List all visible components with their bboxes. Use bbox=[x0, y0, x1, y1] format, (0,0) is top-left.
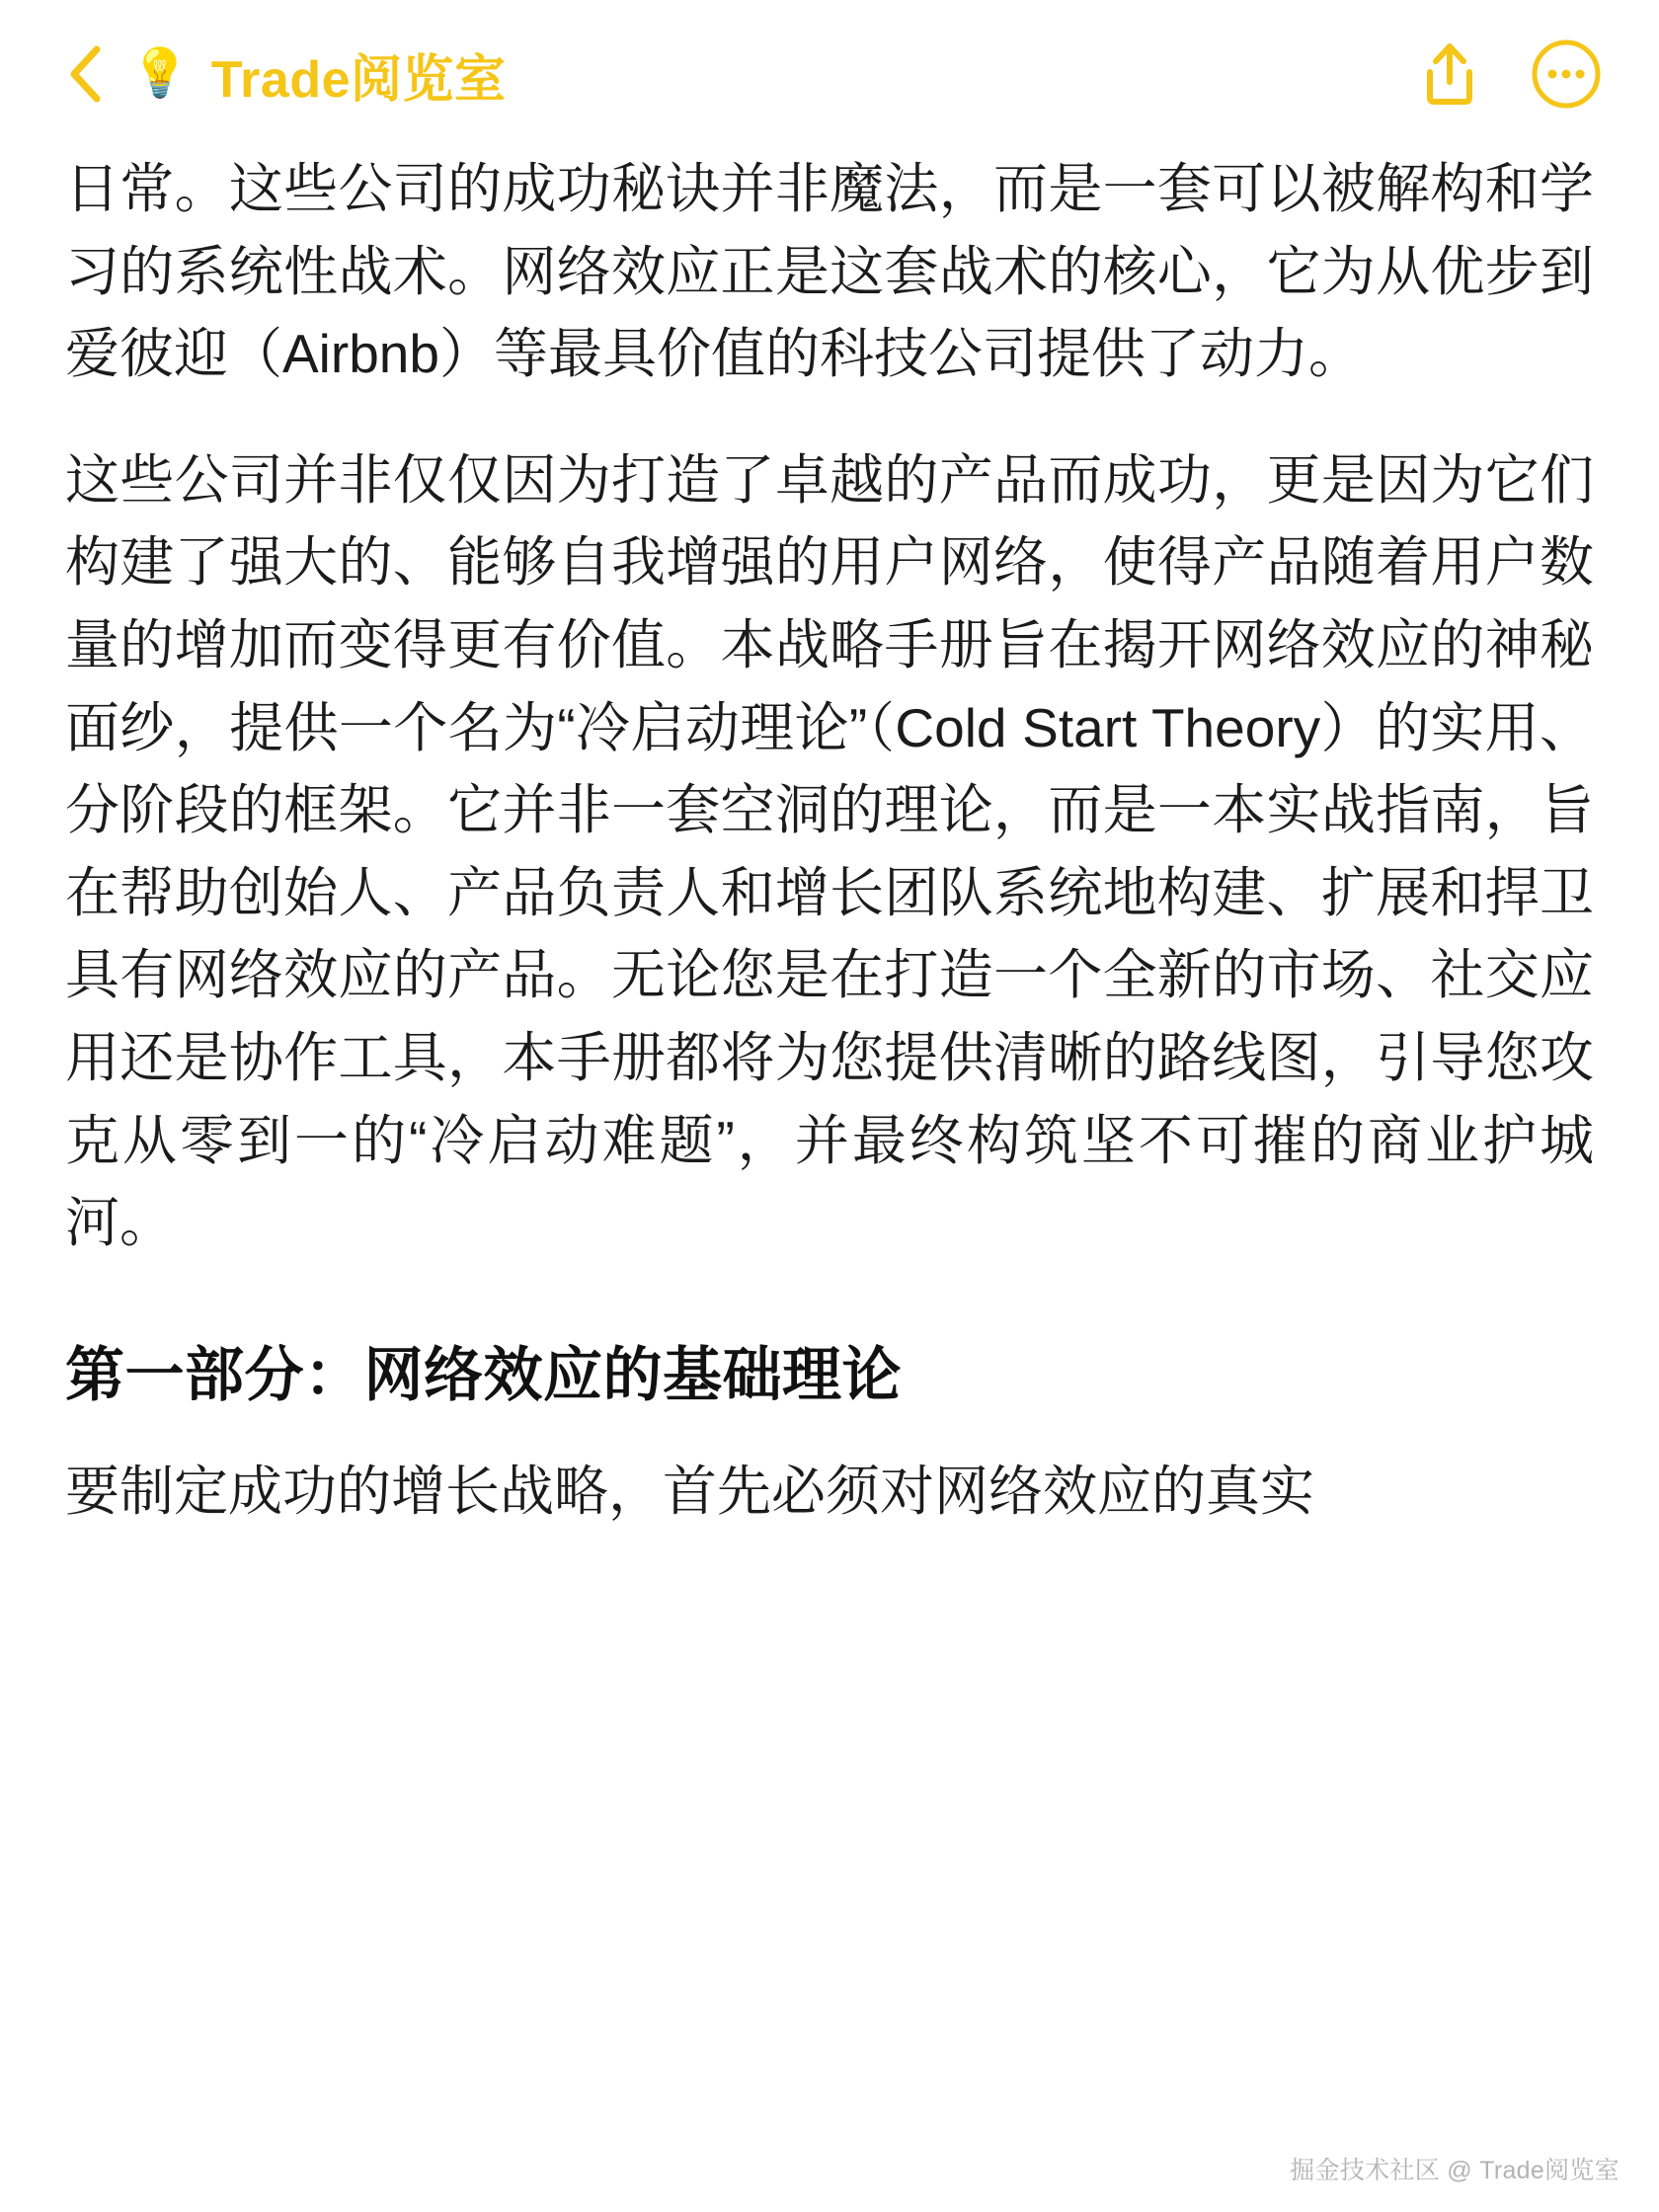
chevron-left-icon[interactable] bbox=[65, 43, 109, 105]
watermark: 掘金技术社区 @ Trade阅览室 bbox=[1290, 2157, 1620, 2184]
topbar-left-group bbox=[65, 38, 1414, 112]
section-heading: 第一部分：网络效应的基础理论 bbox=[65, 1341, 902, 1408]
article-content bbox=[0, 148, 1659, 1533]
more-options-icon[interactable] bbox=[1531, 39, 1602, 110]
paragraph: 要制定成功的增长战略，首先必须对网络效应的真实 bbox=[65, 1460, 1315, 1522]
page-title: Trade阅览室 bbox=[210, 50, 507, 109]
paragraph: 这些公司并非仅仅因为打造了卓越的产品而成功，更是因为它们构建了强大的、能够自我增强的用户网络，使得产品随着用户数量的增加而变得更有价值。本战略手册旨在揭开网络效应的神秘面纱，提供一个名为“冷启动理论”（Cold Start Theory）的实用、分阶段的框架。它并非一套空洞的理论，而是一本实战指南，旨在帮助创始人、产品负责人和增长团队系统地构建、扩展和捍卫具有网络效应的产品。无论您是在打造一个全新的市场、社交应用还是协作工具，本手册都将为您提供清晰的路线图，引导您攻克从零到一的“冷启动难题”，并最终构筑坚不可摧的商业护城河。 bbox=[65, 448, 1594, 1254]
top-navigation-bar bbox=[0, 0, 1659, 148]
topbar-right-group bbox=[1414, 39, 1602, 110]
lightbulb-icon: 💡 bbox=[130, 47, 190, 100]
share-upload-icon[interactable] bbox=[1414, 39, 1485, 110]
paragraph: 日常。这些公司的成功秘诀并非魔法，而是一套可以被解构和学习的系统性战术。网络效应正是这套战术的核心，它为从优步到爱彼迎（Airbnb）等最具价值的科技公司提供了动力。 bbox=[65, 158, 1594, 385]
